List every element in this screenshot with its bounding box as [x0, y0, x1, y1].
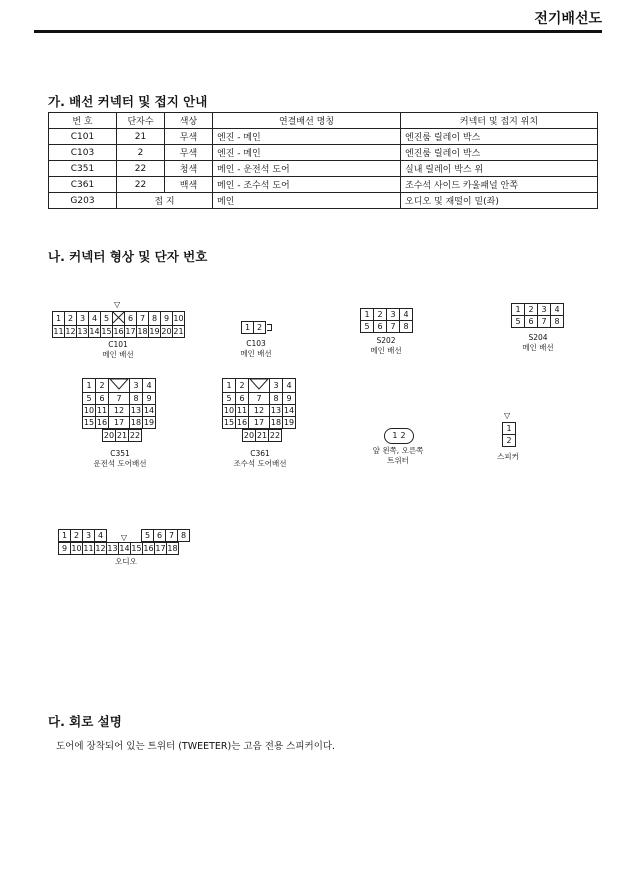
pin: 19 [143, 418, 155, 427]
pin: 3 [387, 309, 400, 321]
pin: 3 [83, 530, 95, 542]
pin: 19 [149, 327, 160, 336]
pin: 1 [503, 423, 516, 435]
pin: 6 [96, 393, 109, 405]
pin: 10 [173, 312, 185, 326]
section-c-title: 다. 회로 설명 [48, 714, 122, 729]
pin: 18 [130, 418, 142, 427]
cell: 엔진룸 릴레이 박스 [401, 145, 598, 161]
pin: 14 [119, 544, 130, 553]
pin: 4 [95, 530, 107, 542]
cell: C101 [49, 129, 117, 145]
pin: 15 [131, 544, 142, 553]
cell: 엔진 - 메인 [213, 129, 401, 145]
col-header: 연결배선 명칭 [213, 113, 401, 129]
pin: 7 [109, 393, 130, 405]
pin: 6 [125, 312, 137, 326]
pin: 1 [53, 312, 65, 326]
pin: 2 [65, 312, 77, 326]
connector-code: C103 [246, 339, 266, 348]
connector-name: 메인 배선 [522, 343, 554, 352]
cell: 무색 [165, 145, 213, 161]
table-row [49, 161, 598, 177]
pin: 11 [236, 406, 248, 415]
pin: 2 [503, 435, 516, 447]
pin: 5 [83, 393, 96, 405]
pin: 16 [113, 327, 124, 336]
connector-c361 [222, 378, 296, 442]
connector-name: 운전석 도어배선 [93, 459, 147, 468]
connector-c351 [82, 378, 156, 442]
key-triangle-icon: ▽ [120, 533, 128, 542]
pin: 8 [178, 530, 190, 542]
blank-pin-cross-icon [113, 312, 125, 326]
pin: 7 [538, 316, 551, 328]
caption-tweeter [363, 446, 433, 466]
cell: C361 [49, 177, 117, 193]
pin: 4 [143, 379, 156, 393]
pin: 4 [89, 312, 101, 326]
pin: 7 [137, 312, 149, 326]
cell: C103 [49, 145, 117, 161]
key-triangle-icon [109, 379, 130, 393]
connector-s204 [511, 303, 564, 328]
pin: 8 [270, 393, 283, 405]
connector-name: 스피커 [497, 452, 519, 461]
pin: 18 [167, 544, 178, 553]
pin: 10 [83, 406, 95, 415]
pin: 7 [249, 393, 270, 405]
col-header: 커넥터 및 접지 위치 [401, 113, 598, 129]
pin: 8 [130, 393, 143, 405]
cell: 실내 릴레이 박스 위 [401, 161, 598, 177]
connector-code: C101 [108, 340, 128, 349]
pin: 1 [242, 322, 254, 334]
pin: 22 [269, 431, 281, 440]
cell: G203 [49, 193, 117, 209]
pin: 2 [374, 309, 387, 321]
cell: 메인 - 운전석 도어 [213, 161, 401, 177]
circuit-description: 도어에 장착되어 있는 트위터 (TWEETER)는 고음 전용 스피커이다. [56, 741, 336, 752]
pin: 15 [83, 418, 95, 427]
key-triangle-icon [249, 379, 270, 393]
pin: 3 [270, 379, 283, 393]
pin: 10 [223, 406, 235, 415]
connector-name: 앞 왼쪽, 오른쪽 [372, 446, 424, 455]
key-triangle-icon: ▽ [504, 411, 511, 420]
pin: 4 [283, 379, 296, 393]
pin: 15 [223, 418, 235, 427]
connector-code: C351 [110, 449, 130, 458]
col-header: 단자수 [117, 113, 165, 129]
pin: 7 [387, 321, 400, 333]
pin: 11 [96, 406, 108, 415]
pin: 2 [96, 379, 109, 393]
cell: 메인 [213, 193, 401, 209]
section-b-title: 나. 커넥터 형상 및 단자 번호 [48, 249, 208, 264]
pin: 3 [77, 312, 89, 326]
pin: 20 [161, 327, 172, 336]
connector-table [48, 112, 598, 209]
pin: 8 [400, 321, 413, 333]
connector-name: 트위터 [387, 456, 409, 465]
pin: 16 [143, 544, 154, 553]
pin: 21 [256, 431, 268, 440]
pin: 5 [361, 321, 374, 333]
pin: 6 [374, 321, 387, 333]
cell: 22 [117, 177, 165, 193]
pin: 15 [101, 327, 112, 336]
pin: 21 [173, 327, 184, 336]
pin: 1 [361, 309, 374, 321]
cell: 오디오 및 재떨이 밑(좌) [401, 193, 598, 209]
pin: 17 [125, 327, 136, 336]
cell: 무색 [165, 129, 213, 145]
pin: 17 [109, 417, 130, 429]
pin: 9 [283, 393, 296, 405]
pin: 21 [116, 431, 128, 440]
header-title: 전기배선도 [534, 11, 602, 27]
pin: 8 [551, 316, 564, 328]
pin: 14 [283, 406, 295, 415]
pin: 5 [101, 312, 113, 326]
cell: 21 [117, 129, 165, 145]
pin: 5 [223, 393, 236, 405]
connector-c103 [241, 321, 266, 334]
pin: 18 [270, 418, 282, 427]
connector-s202 [360, 308, 413, 333]
pin: 10 [71, 544, 82, 553]
pin: 5 [142, 530, 154, 542]
pin: 3 [538, 304, 551, 316]
connector-name: 메인 배선 [370, 346, 402, 355]
pin: 14 [143, 406, 155, 415]
pin: 12 [95, 544, 106, 553]
pin: 1 [512, 304, 525, 316]
caption-c361 [220, 449, 300, 469]
pin: 13 [270, 406, 282, 415]
table-row [49, 129, 598, 145]
pin: 12 [249, 405, 270, 417]
pin: 2 [254, 322, 266, 334]
header-rule [34, 30, 602, 33]
table-row [49, 193, 598, 209]
connector-name: 메인 배선 [102, 350, 134, 359]
pin: 14 [89, 327, 100, 336]
pin: 12 [65, 327, 76, 336]
pin: 1 [223, 379, 236, 393]
pin: 20 [243, 431, 255, 440]
pin: 1 [392, 431, 398, 440]
cell: 조수석 사이드 카울패널 안쪽 [401, 177, 598, 193]
pin: 6 [154, 530, 166, 542]
connector-speaker [502, 411, 516, 447]
connector-code: C361 [250, 449, 270, 458]
cell: 엔진룸 릴레이 박스 [401, 129, 598, 145]
cell: 백색 [165, 177, 213, 193]
pin: 6 [236, 393, 249, 405]
col-header: 번 호 [49, 113, 117, 129]
latch-icon [267, 324, 272, 331]
connector-tweeter [384, 428, 414, 444]
connector-c101 [52, 300, 185, 338]
connector-code: S204 [528, 333, 548, 342]
pin: 2 [236, 379, 249, 393]
pin: 5 [512, 316, 525, 328]
pin: 11 [53, 327, 64, 336]
pin: 8 [149, 312, 161, 326]
pin: 20 [103, 431, 115, 440]
pin: 1 [59, 530, 71, 542]
pin: 7 [166, 530, 178, 542]
pin: 4 [400, 309, 413, 321]
table-row [49, 145, 598, 161]
cell: 엔진 - 메인 [213, 145, 401, 161]
caption-s202 [356, 336, 416, 356]
pin: 4 [551, 304, 564, 316]
cell: 청색 [165, 161, 213, 177]
pin: 13 [77, 327, 88, 336]
connector-name: 오디오 [115, 557, 137, 566]
pin: 19 [283, 418, 295, 427]
caption-speaker [488, 452, 528, 462]
cell: 메인 - 조수석 도어 [213, 177, 401, 193]
key-triangle-icon: ▽ [114, 300, 121, 309]
cell: C351 [49, 161, 117, 177]
pin: 1 [83, 379, 96, 393]
caption-audio [96, 557, 156, 567]
pin: 13 [130, 406, 142, 415]
pin: 6 [525, 316, 538, 328]
pin: 2 [400, 431, 406, 440]
connector-code: S202 [376, 336, 396, 345]
connector-name: 조수석 도어배선 [233, 459, 287, 468]
pin: 18 [137, 327, 148, 336]
pin: 16 [236, 418, 248, 427]
section-a-title: 가. 배선 커넥터 및 접지 안내 [48, 94, 208, 109]
pin: 9 [59, 543, 71, 555]
pin: 9 [161, 312, 173, 326]
cell: 접 지 [117, 193, 213, 209]
pin: 16 [96, 418, 108, 427]
pin: 17 [249, 417, 270, 429]
caption-c351 [80, 449, 160, 469]
table-row [49, 177, 598, 193]
connector-audio [58, 529, 190, 555]
pin: 2 [525, 304, 538, 316]
table-header [49, 113, 598, 129]
connector-name: 메인 배선 [240, 349, 272, 358]
pin: 11 [83, 544, 94, 553]
pin: 17 [155, 544, 166, 553]
cell: 22 [117, 161, 165, 177]
pin: 9 [143, 393, 156, 405]
cell: 2 [117, 145, 165, 161]
caption-c101 [88, 340, 148, 360]
pin: 12 [109, 405, 130, 417]
caption-c103 [226, 339, 286, 359]
caption-s204 [508, 333, 568, 353]
pin: 13 [107, 544, 118, 553]
pin: 2 [71, 530, 83, 542]
col-header: 색상 [165, 113, 213, 129]
pin: 3 [130, 379, 143, 393]
pin: 22 [129, 431, 141, 440]
